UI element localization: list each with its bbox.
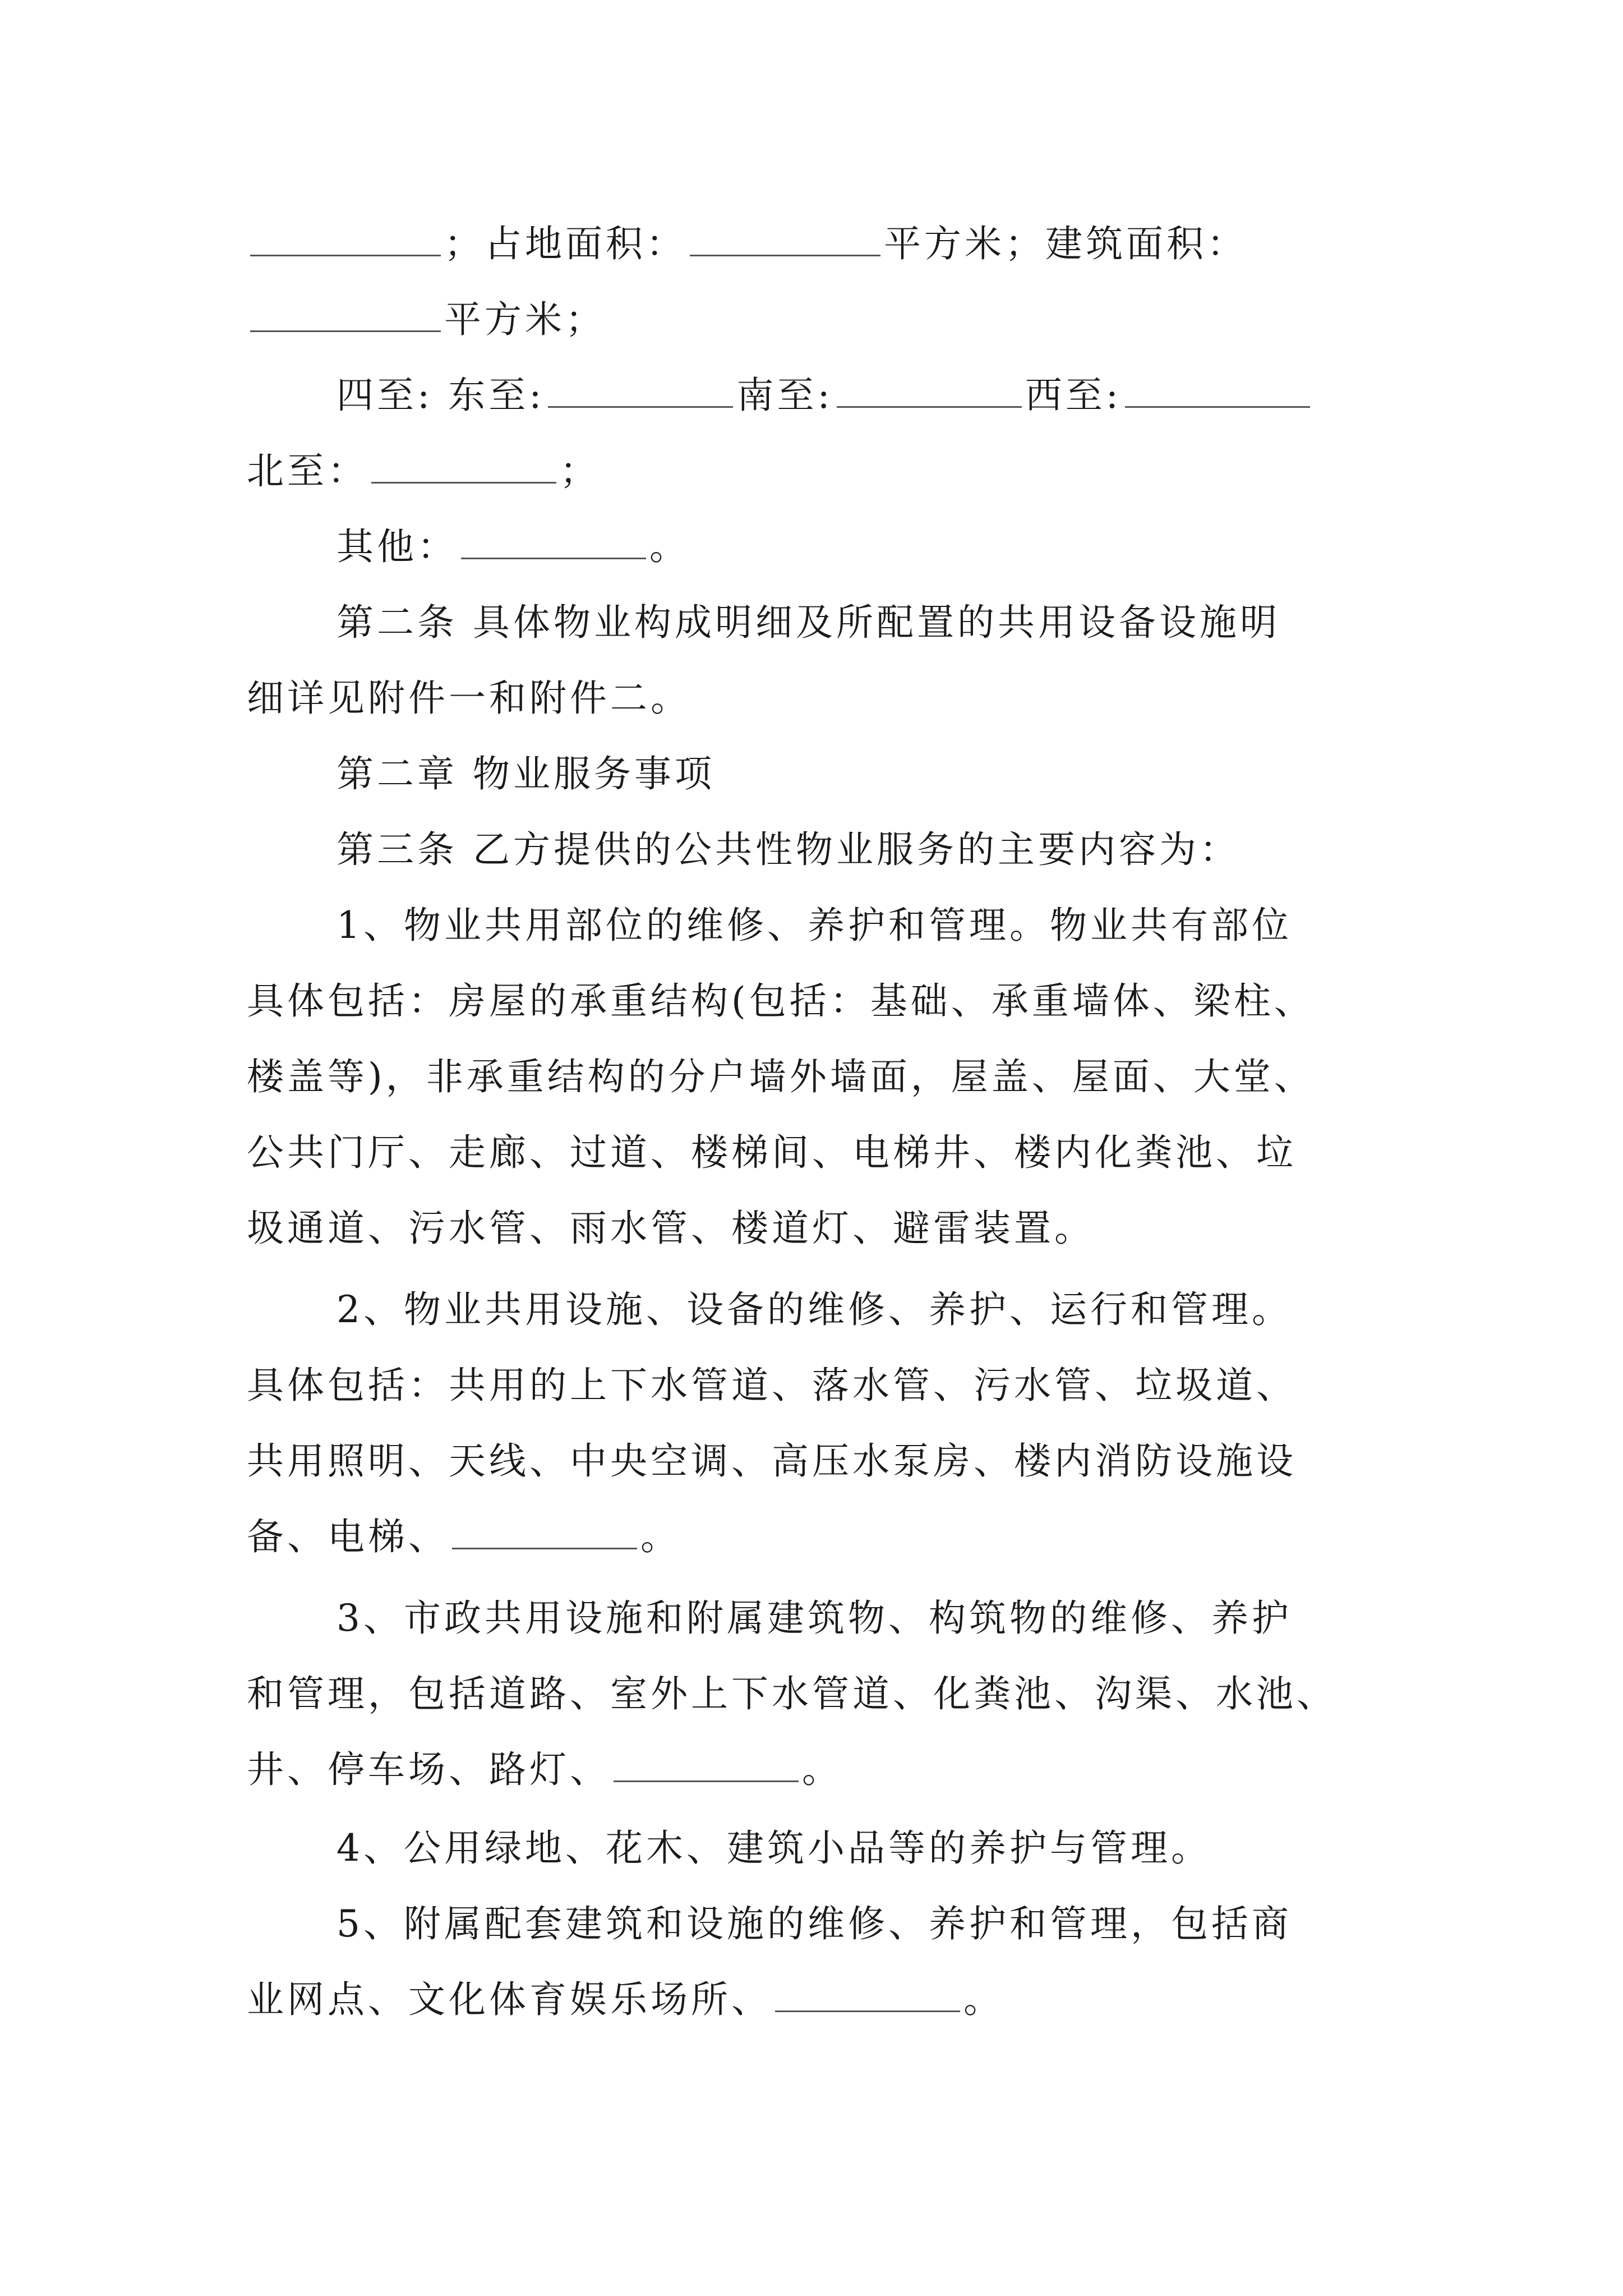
- blank-field-north[interactable]: [371, 452, 556, 484]
- blank-field-land-area[interactable]: [690, 224, 880, 256]
- text-line-13: 公共门厅、走廊、过道、楼梯间、电梯井、楼内化粪池、垃: [247, 1131, 1297, 1174]
- text-line-15: 2、物业共用设施、设备的维修、养护、运行和管理。: [336, 1288, 1292, 1331]
- text-line-17: 共用照明、天线、中央空调、高压水泵房、楼内消防设施设: [247, 1439, 1297, 1483]
- text-line-21: 井、停车场、路灯、 。: [247, 1748, 842, 1791]
- blank-field-building-area[interactable]: [250, 300, 441, 332]
- text-line-12: 楼盖等)，非承重结构的分户墙外墙面，屋盖、屋面、大堂、: [247, 1055, 1315, 1098]
- text-line-16: 具体包括：共用的上下水管道、落水管、污水管、垃圾道、: [247, 1364, 1297, 1407]
- blank-field-elevator[interactable]: [452, 1517, 637, 1549]
- text-line-8: 第二章 物业服务事项: [336, 752, 715, 795]
- text-line-3: 四至: 东至: 南至: 西至:: [336, 365, 1391, 426]
- text-line-7: 细详见附件一和附件二。: [247, 677, 691, 720]
- text-line-19: 3、市政共用设施和附属建筑物、构筑物的维修、养护: [336, 1596, 1292, 1640]
- text-line-23: 5、附属配套建筑和设施的维修、养护和管理，包括商: [336, 1902, 1292, 1945]
- blank-field[interactable]: [250, 224, 441, 256]
- blank-field-south[interactable]: [837, 376, 1022, 408]
- text-line-6: 第二条 具体物业构成明细及所配置的共用设备设施明: [336, 601, 1280, 644]
- text-line-11: 具体包括：房屋的承重结构(包括：基础、承重墙体、梁柱、: [247, 979, 1315, 1023]
- text-line-1: ；占地面积： 平方米；建筑面积：: [247, 213, 1391, 275]
- text-line-14: 圾通道、污水管、雨水管、楼道灯、避雷装置。: [247, 1207, 1095, 1250]
- text-line-24: 业网点、文化体育娱乐场所、 。: [247, 1978, 1004, 2021]
- text-line-18: 备、电梯、 。: [247, 1515, 681, 1558]
- text-line-5: 其他： 。: [336, 525, 690, 568]
- blank-field-venue[interactable]: [775, 1980, 960, 2012]
- text-line-20: 和管理，包括道路、室外上下水管道、化粪池、沟渠、水池、: [247, 1672, 1337, 1715]
- text-line-9: 第三条 乙方提供的公共性物业服务的主要内容为：: [336, 828, 1240, 871]
- text-line-4: 北至： ；: [247, 449, 600, 493]
- text-line-22: 4、公用绿地、花木、建筑小品等的养护与管理。: [336, 1826, 1211, 1870]
- text-line-2: 平方米；: [247, 289, 1391, 351]
- blank-field-other[interactable]: [461, 527, 646, 559]
- blank-field-west[interactable]: [1125, 376, 1310, 408]
- text-line-10: 1、物业共用部位的维修、养护和管理。物业共有部位: [336, 904, 1292, 947]
- blank-field-streetlight[interactable]: [614, 1750, 799, 1782]
- blank-field-east[interactable]: [548, 376, 733, 408]
